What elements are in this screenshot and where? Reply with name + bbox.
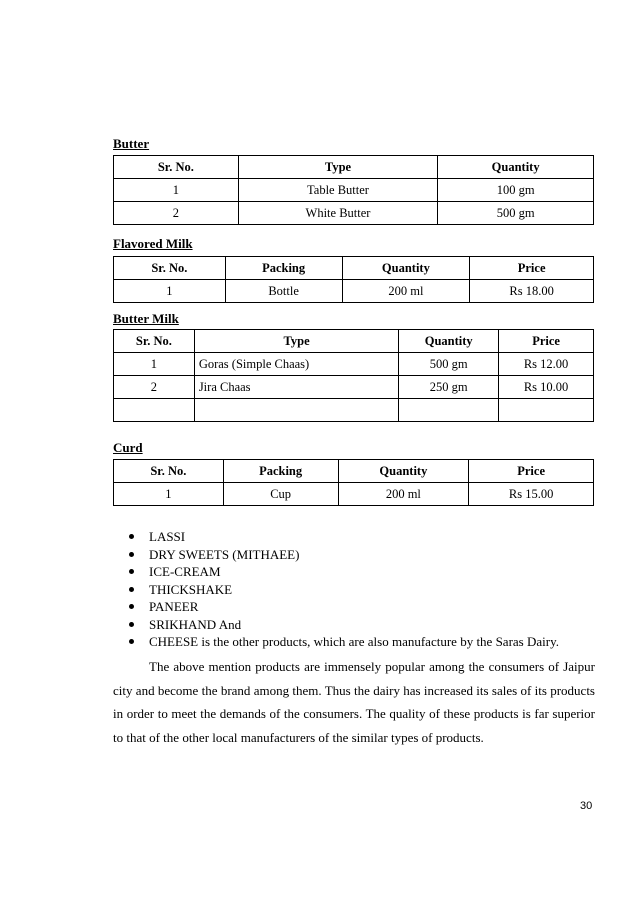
list-item: THICKSHAKE: [113, 581, 603, 599]
bullet-icon: [129, 604, 134, 609]
table-cell: 1: [114, 353, 195, 376]
table-cell: 500 gm: [438, 202, 594, 225]
butter-milk-title: Butter Milk: [113, 311, 179, 326]
column-header: Quantity: [438, 156, 594, 179]
table-row: [114, 202, 594, 225]
column-header: Price: [470, 257, 594, 280]
column-header: Sr. No.: [114, 330, 195, 353]
table-cell: Table Butter: [238, 179, 438, 202]
column-header: Sr. No.: [114, 460, 224, 483]
list-item: CHEESE is the other products, which are also manufacture by the Saras Dairy.: [113, 633, 603, 651]
bullet-icon: [129, 639, 134, 644]
column-header: Type: [238, 156, 438, 179]
table-cell: 200 ml: [342, 280, 470, 303]
table-cell: 1: [114, 179, 239, 202]
column-header: Price: [469, 460, 594, 483]
table-header-row: [114, 156, 594, 179]
table-cell: Rs 15.00: [469, 483, 594, 506]
table-cell: Rs 10.00: [499, 376, 594, 399]
table-row: [114, 353, 594, 376]
table-row: [114, 399, 594, 422]
curd-title: Curd: [113, 440, 143, 455]
bullet-icon: [129, 552, 134, 557]
table-cell: Rs 18.00: [470, 280, 594, 303]
flavored-milk-table: [113, 256, 594, 303]
table-cell: 1: [114, 280, 226, 303]
table-cell: Cup: [223, 483, 338, 506]
page-number: 30: [580, 800, 593, 812]
butter-milk-table: [113, 329, 594, 422]
table-cell: 2: [114, 202, 239, 225]
table-row: [114, 179, 594, 202]
table-cell: [194, 399, 398, 422]
bullet-icon: [129, 569, 134, 574]
table-header-row: [114, 330, 594, 353]
column-header: Sr. No.: [114, 156, 239, 179]
product-bullet-list: [113, 528, 603, 651]
flavored-milk-title: Flavored Milk: [113, 236, 193, 251]
table-row: [114, 280, 594, 303]
list-item: DRY SWEETS (MITHAEE): [113, 546, 603, 564]
list-item: ICE-CREAM: [113, 563, 603, 581]
table-cell: Bottle: [225, 280, 342, 303]
column-header: Price: [499, 330, 594, 353]
list-item: LASSI: [113, 528, 603, 546]
table-cell: 200 ml: [338, 483, 469, 506]
bullet-icon: [129, 587, 134, 592]
column-header: Quantity: [342, 257, 470, 280]
list-item: PANEER: [113, 598, 603, 616]
butter-title: Butter: [113, 136, 150, 151]
column-header: Sr. No.: [114, 257, 226, 280]
body-paragraph: The above mention products are immensely popular among the consumers of Jaipur city and become the brand among them. Thus the dairy has increased its sales of its products in order to meet the demands of the consumers. The quality of these products is far superior to that of the other local manufacturers of the similar types of products.: [113, 659, 595, 745]
table-cell: Rs 12.00: [499, 353, 594, 376]
bullet-icon: [129, 534, 134, 539]
bullet-icon: [129, 622, 134, 627]
table-header-row: [114, 257, 594, 280]
table-cell: Jira Chaas: [194, 376, 398, 399]
table-cell: [114, 399, 195, 422]
table-cell: [399, 399, 499, 422]
curd-table: [113, 459, 594, 506]
table-cell: 1: [114, 483, 224, 506]
table-row: [114, 376, 594, 399]
table-row: [114, 483, 594, 506]
table-cell: 500 gm: [399, 353, 499, 376]
table-cell: 2: [114, 376, 195, 399]
table-cell: [499, 399, 594, 422]
column-header: Packing: [225, 257, 342, 280]
column-header: Quantity: [399, 330, 499, 353]
column-header: Type: [194, 330, 398, 353]
column-header: Packing: [223, 460, 338, 483]
table-cell: 250 gm: [399, 376, 499, 399]
table-cell: Goras (Simple Chaas): [194, 353, 398, 376]
list-item: SRIKHAND And: [113, 616, 603, 634]
table-cell: 100 gm: [438, 179, 594, 202]
butter-table: [113, 155, 594, 225]
table-cell: White Butter: [238, 202, 438, 225]
table-header-row: [114, 460, 594, 483]
column-header: Quantity: [338, 460, 469, 483]
